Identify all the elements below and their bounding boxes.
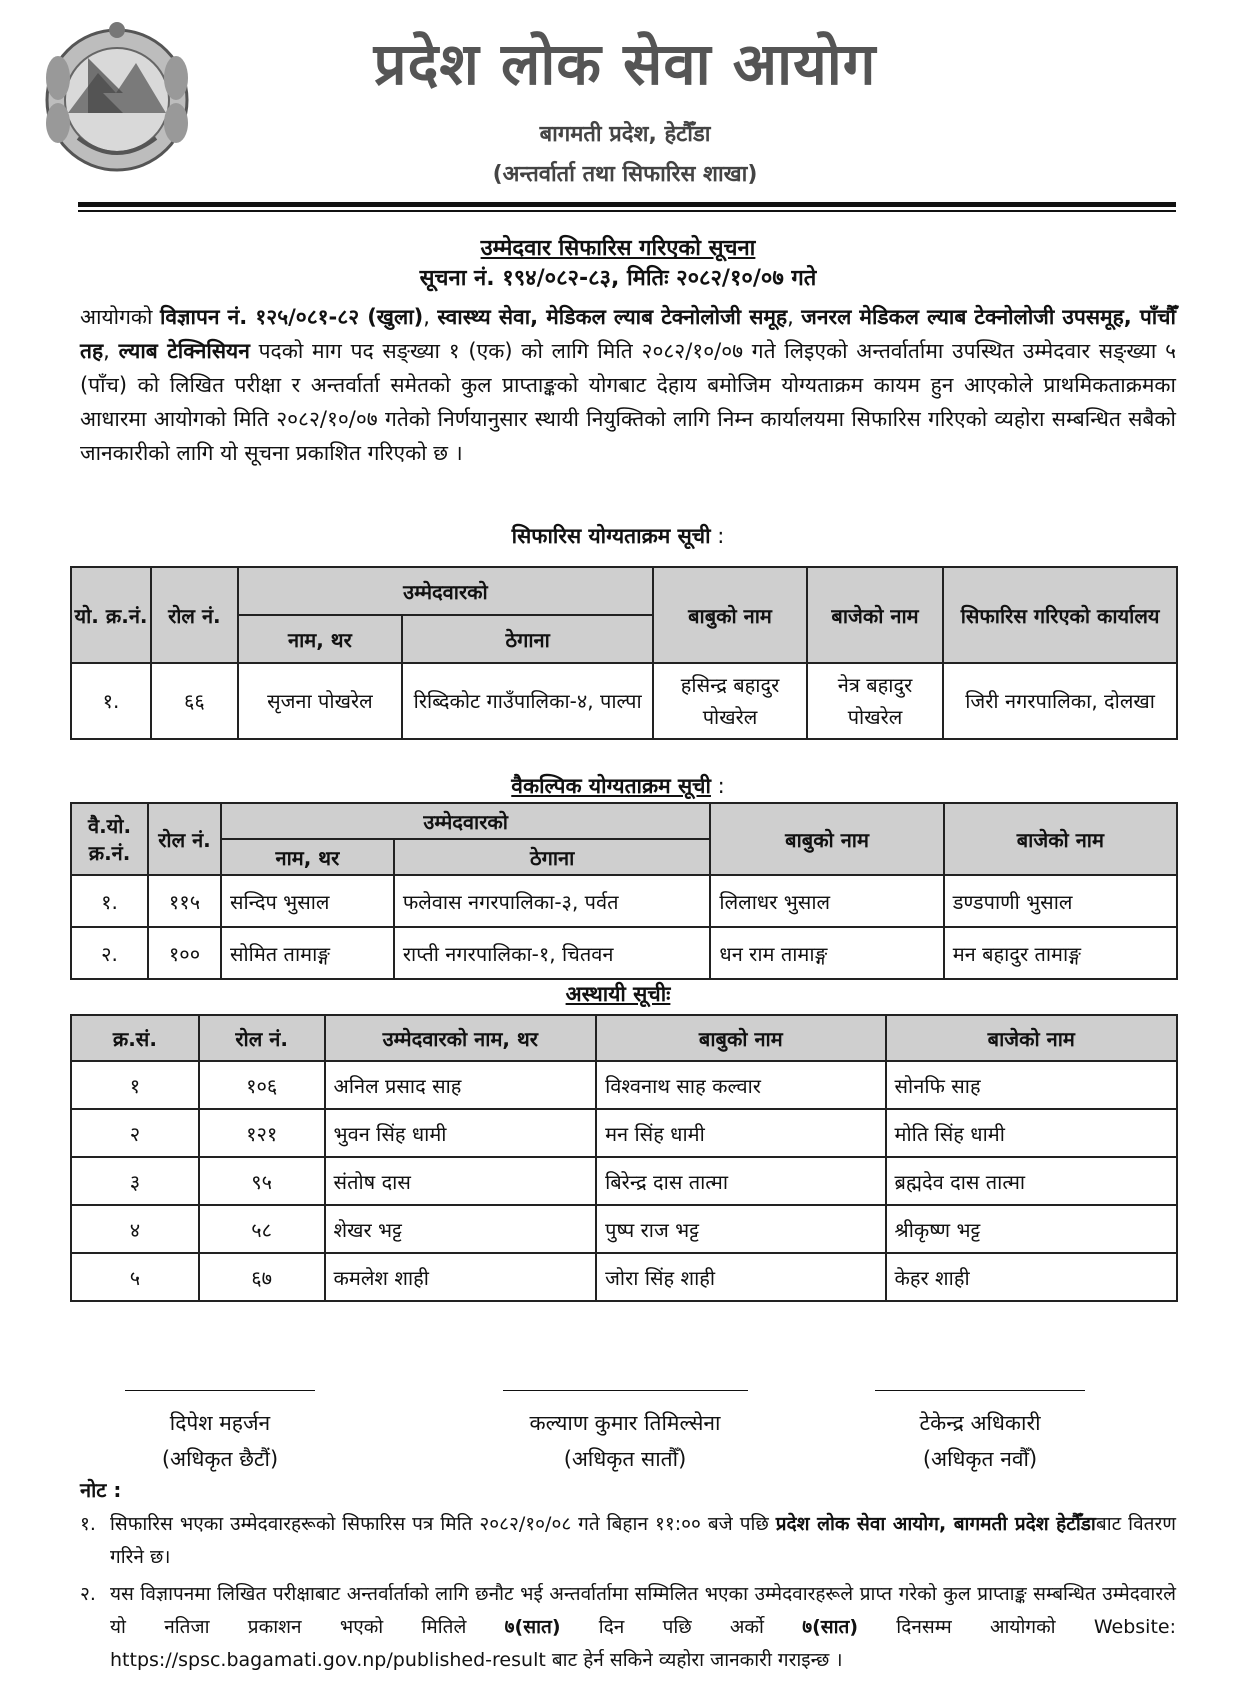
header-grandfather: बाजेको नाम — [944, 803, 1177, 875]
cell-name: सोमित तामाङ्ग — [221, 927, 394, 979]
cell-roll: ५८ — [199, 1205, 325, 1253]
cell-roll: ९५ — [199, 1157, 325, 1205]
note-number: २. — [80, 1583, 96, 1605]
signatory-name: टेकेन्द्र अधिकारी — [919, 1411, 1041, 1435]
notice-number: सूचना नं. १९४/०८२-८३, मितिः २०८२/१०/०७ गते — [419, 266, 817, 291]
table-row — [71, 1061, 1177, 1109]
table-row — [71, 663, 1177, 739]
cell-name: अनिल प्रसाद साह — [325, 1061, 597, 1109]
cell-father: मन सिंह धामी — [596, 1109, 885, 1157]
header-roll: रोल नं. — [199, 1015, 325, 1061]
header-divider-thick — [78, 202, 1176, 207]
cell-grandfather: श्रीकृष्ण भट्ट — [886, 1205, 1177, 1253]
cell-name: कमलेश शाही — [325, 1253, 597, 1301]
table-row — [71, 927, 1177, 979]
temporary-table — [70, 1014, 1178, 1302]
recommended-table — [70, 566, 1178, 740]
signature-block-2 — [475, 1390, 775, 1477]
header-divider-thin — [78, 210, 1176, 212]
cell-name: सृजना पोखरेल — [238, 663, 402, 739]
alternate-list-heading: वैकल्पिक योग्यताक्रम सूची : — [511, 774, 725, 798]
cell-name: भुवन सिंह धामी — [325, 1109, 597, 1157]
cell-name: सन्दिप भुसाल — [221, 875, 394, 927]
header-office: सिफारिस गरिएको कार्यालय — [943, 567, 1177, 663]
cell-address: फलेवास नगरपालिका-३, पर्वत — [394, 875, 711, 927]
note-item-2 — [80, 1578, 1176, 1677]
notice-paragraph: आयोगको विज्ञापन नं. १२५/०८१-८२ (खुला), स्वास्थ्य सेवा, मेडिकल ल्याब टेक्नोलोजी समूह, जनरल मेडिकल ल्याब टेक्नोलोजी उपसमूह, पाँचौँ तह, ल्याब टेक्निसियन पदको माग पद सङ्ख्या १ (एक) को लागि मिति २०८२/१०/०७ गते लिइएको अन्तर्वार्तामा उपस्थित उम्मेदवार सङ्ख्या ५ (पाँच) को लिखित परीक्षा र अन्तर्वार्ता समेतको कुल प्राप्ताङ्कको योगबाट देहाय बमोजिम योग्यताक्रम कायम हुन आएकोले प्राथमिकताक्रमका आधारमा आयोगको मिति २०८२/१०/०७ गतेको निर्णयानुसार स्थायी नियुक्तिको लागि निम्न कार्यालयमा सिफारिस गरिएको व्यहोरा सम्बन्धित सबैको जानकारीको लागि यो सूचना प्रकाशित गरिएको छ । — [80, 305, 1176, 465]
signature-line — [875, 1390, 1085, 1391]
header-address: ठेगाना — [402, 615, 653, 663]
cell-grandfather: मन बहादुर तामाङ्ग — [944, 927, 1177, 979]
cell-father: विश्वनाथ साह कल्वार — [596, 1061, 885, 1109]
table-row — [71, 1157, 1177, 1205]
cell-rank: १. — [71, 875, 148, 927]
cell-name: शेखर भट्ट — [325, 1205, 597, 1253]
temporary-list-heading: अस्थायी सूचीः — [565, 982, 671, 1006]
signatory-name: कल्याण कुमार तिमिल्सेना — [529, 1411, 721, 1435]
organization-title: प्रदेश लोक सेवा आयोग — [373, 30, 877, 98]
cell-sn: २ — [71, 1109, 199, 1157]
cell-address: राप्ती नगरपालिका-१, चितवन — [394, 927, 711, 979]
cell-father: पुष्प राज भट्ट — [596, 1205, 885, 1253]
cell-roll: १०६ — [199, 1061, 325, 1109]
cell-father: बिरेन्द्र दास तात्मा — [596, 1157, 885, 1205]
header-sn: क्र.सं. — [71, 1015, 199, 1061]
header-name: नाम, थर — [221, 839, 394, 875]
cell-office: जिरी नगरपालिका, दोलखा — [943, 663, 1177, 739]
cell-father: हसिन्द्र बहादुर पोखरेल — [653, 663, 807, 739]
cell-father: धन राम तामाङ्ग — [710, 927, 943, 979]
header-name: नाम, थर — [238, 615, 402, 663]
cell-roll: ११५ — [148, 875, 221, 927]
cell-grandfather: नेत्र बहादुर पोखरेल — [807, 663, 943, 739]
signatory-name: दिपेश महर्जन — [169, 1411, 271, 1435]
notice-title: उम्मेदवार सिफारिस गरिएको सूचना — [480, 236, 756, 261]
signatory-title: (अधिकृत नवौँ) — [922, 1447, 1038, 1471]
header-address: ठेगाना — [394, 839, 711, 875]
table-row — [71, 875, 1177, 927]
cell-roll: ६७ — [199, 1253, 325, 1301]
cell-rank: १. — [71, 663, 151, 739]
header-grandfather: बाजेको नाम — [886, 1015, 1177, 1061]
header-roll: रोल नं. — [148, 803, 221, 875]
cell-father: लिलाधर भुसाल — [710, 875, 943, 927]
note-text: यस विज्ञापनमा लिखित परीक्षाबाट अन्तर्वार्ताको लागि छनौट भई अन्तर्वार्तामा सम्मिलित भएका उम्मेदवारहरूले प्राप्त गरेको कुल प्राप्ताङ्क सम्बन्धित उम्मेदवारले यो नतिजा प्रकाशन भएको मितिले ७(सात) दिन पछि अर्को ७(सात) दिनसम्म आयोगको Website: https://spsc.bagamati.gov.np/published-result बाट हेर्न सकिने व्यहोरा जानकारी गराइन्छ । — [110, 1583, 1176, 1671]
cell-father: जोरा सिंह शाही — [596, 1253, 885, 1301]
cell-sn: ३ — [71, 1157, 199, 1205]
table-row — [71, 1109, 1177, 1157]
cell-roll: ६६ — [151, 663, 238, 739]
signatory-title: (अधिकृत सातौँ) — [563, 1447, 687, 1471]
cell-roll: १२१ — [199, 1109, 325, 1157]
cell-name: संतोष दास — [325, 1157, 597, 1205]
table-row — [71, 1253, 1177, 1301]
header-candidate: उम्मेदवारको — [238, 567, 654, 615]
cell-grandfather: केहर शाही — [886, 1253, 1177, 1301]
cell-grandfather: मोति सिंह धामी — [886, 1109, 1177, 1157]
header-grandfather: बाजेको नाम — [807, 567, 943, 663]
government-emblem-icon — [28, 18, 206, 178]
cell-roll: १०० — [148, 927, 221, 979]
note-text: सिफारिस भएका उम्मेदवारहरूको सिफारिस पत्र मिति २०८२/१०/०८ गते बिहान ११:०० बजे पछि प्रदेश लोक सेवा आयोग, बागमती प्रदेश हेटौँडाबाट वितरण गरिने छ। — [110, 1513, 1176, 1568]
notes-heading: नोट : — [80, 1478, 122, 1502]
signature-line — [125, 1390, 315, 1391]
cell-grandfather: ब्रह्मदेव दास तात्मा — [886, 1157, 1177, 1205]
cell-sn: ४ — [71, 1205, 199, 1253]
header-father: बाबुको नाम — [596, 1015, 885, 1061]
cell-sn: ५ — [71, 1253, 199, 1301]
table-row — [71, 1205, 1177, 1253]
signature-line — [503, 1390, 748, 1391]
note-item-1 — [80, 1508, 1176, 1574]
alternate-table — [70, 802, 1178, 980]
cell-sn: १ — [71, 1061, 199, 1109]
header-rank: वै.यो. क्र.नं. — [71, 803, 148, 875]
recommended-list-heading: सिफारिस योग्यताक्रम सूची : — [511, 524, 725, 548]
cell-grandfather: डण्डपाणी भुसाल — [944, 875, 1177, 927]
cell-rank: २. — [71, 927, 148, 979]
header-name: उम्मेदवारको नाम, थर — [325, 1015, 597, 1061]
signature-block-1 — [70, 1390, 370, 1477]
header-father: बाबुको नाम — [653, 567, 807, 663]
signatory-title: (अधिकृत छैटौं) — [161, 1447, 279, 1471]
header-rank: यो. क्र.नं. — [71, 567, 151, 663]
cell-address: रिब्दिकोट गाउँपालिका-४, पाल्पा — [402, 663, 653, 739]
header-roll: रोल नं. — [151, 567, 238, 663]
organization-location: बागमती प्रदेश, हेटौँडा — [539, 122, 711, 147]
organization-branch: (अन्तर्वार्ता तथा सिफारिस शाखा) — [492, 162, 758, 187]
note-number: १. — [80, 1513, 96, 1535]
header-father: बाबुको नाम — [710, 803, 943, 875]
cell-grandfather: सोनफि साह — [886, 1061, 1177, 1109]
header-candidate: उम्मेदवारको — [221, 803, 710, 839]
signature-block-3 — [830, 1390, 1130, 1477]
